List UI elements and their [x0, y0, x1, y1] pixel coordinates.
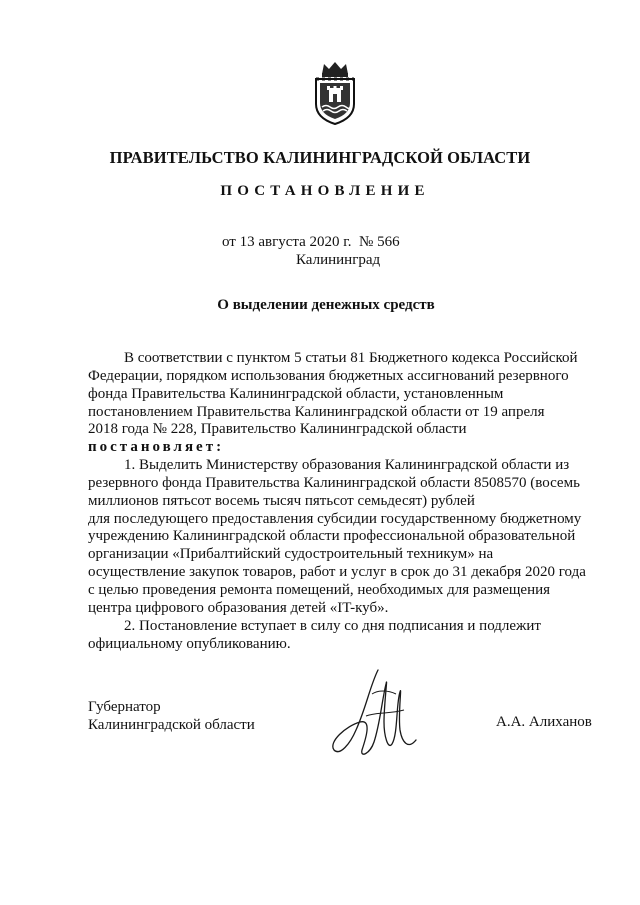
number-sign: № [359, 234, 374, 250]
document-subject: О выделении денежных средств [217, 297, 435, 313]
preamble-line: фонда Правительства Калининградской области, установленным [88, 385, 504, 402]
document-number: 566 [377, 234, 400, 250]
position-title: Губернатор [88, 699, 161, 715]
preamble-line: 2018 года № 228, Правительство Калининградской области [88, 421, 467, 438]
city: Калининград [296, 252, 381, 268]
item2-line: 2. Постановление вступает в силу со дня подписания и подлежит [124, 617, 541, 634]
item1-line: миллионов пятьсот восемь тысяч пятьсот семьдесят) рублей [88, 492, 475, 509]
item1-line: осуществление закупок товаров, работ и услуг в срок до 31 декабря 2020 года [88, 564, 586, 581]
item1-line: для последующего предоставления субсидии государственному бюджетному [88, 510, 582, 527]
date-number-line [222, 234, 400, 251]
item1-line: организации «Прибалтийский судостроительный техникум» на [88, 546, 494, 563]
date-prefix: от [222, 234, 236, 250]
preamble-line: В соответствии с пунктом 5 статьи 81 Бюджетного кодекса Российской [124, 350, 578, 366]
document-date: 13 августа 2020 г. [239, 234, 352, 250]
signatory-name: А.А. Алиханов [496, 714, 592, 730]
coat-of-arms-icon [312, 60, 358, 126]
preamble-line: Федерации, порядком использования бюджетных ассигнований резервного [88, 367, 569, 384]
government-title: ПРАВИТЕЛЬСТВО КАЛИНИНГРАДСКОЙ ОБЛАСТИ [109, 148, 531, 167]
item1-line: резервного фонда Правительства Калининградской области 8508570 (восемь [88, 474, 580, 491]
position-region: Калининградской области [88, 717, 255, 733]
document-type: ПОСТАНОВЛЕНИЕ [220, 183, 430, 199]
item1-line: 1. Выделить Министерству образования Калининградской области из [124, 457, 570, 474]
preamble-line: постановлением Правительства Калининградской области от 19 апреля [88, 403, 545, 420]
signatory-position [88, 698, 255, 734]
item1-line: учреждению Калининградской области профессиональной образовательной [88, 528, 576, 545]
item1-line: с целью проведения ремонта помещений, необходимых для размещения [88, 581, 551, 598]
handwritten-signature [326, 664, 422, 764]
decrees-word: постановляет: [88, 439, 225, 456]
item1-line: центра цифрового образования детей «IT-куб». [88, 599, 389, 616]
document-body [88, 350, 598, 653]
item2-line: официальному опубликованию. [88, 635, 291, 652]
